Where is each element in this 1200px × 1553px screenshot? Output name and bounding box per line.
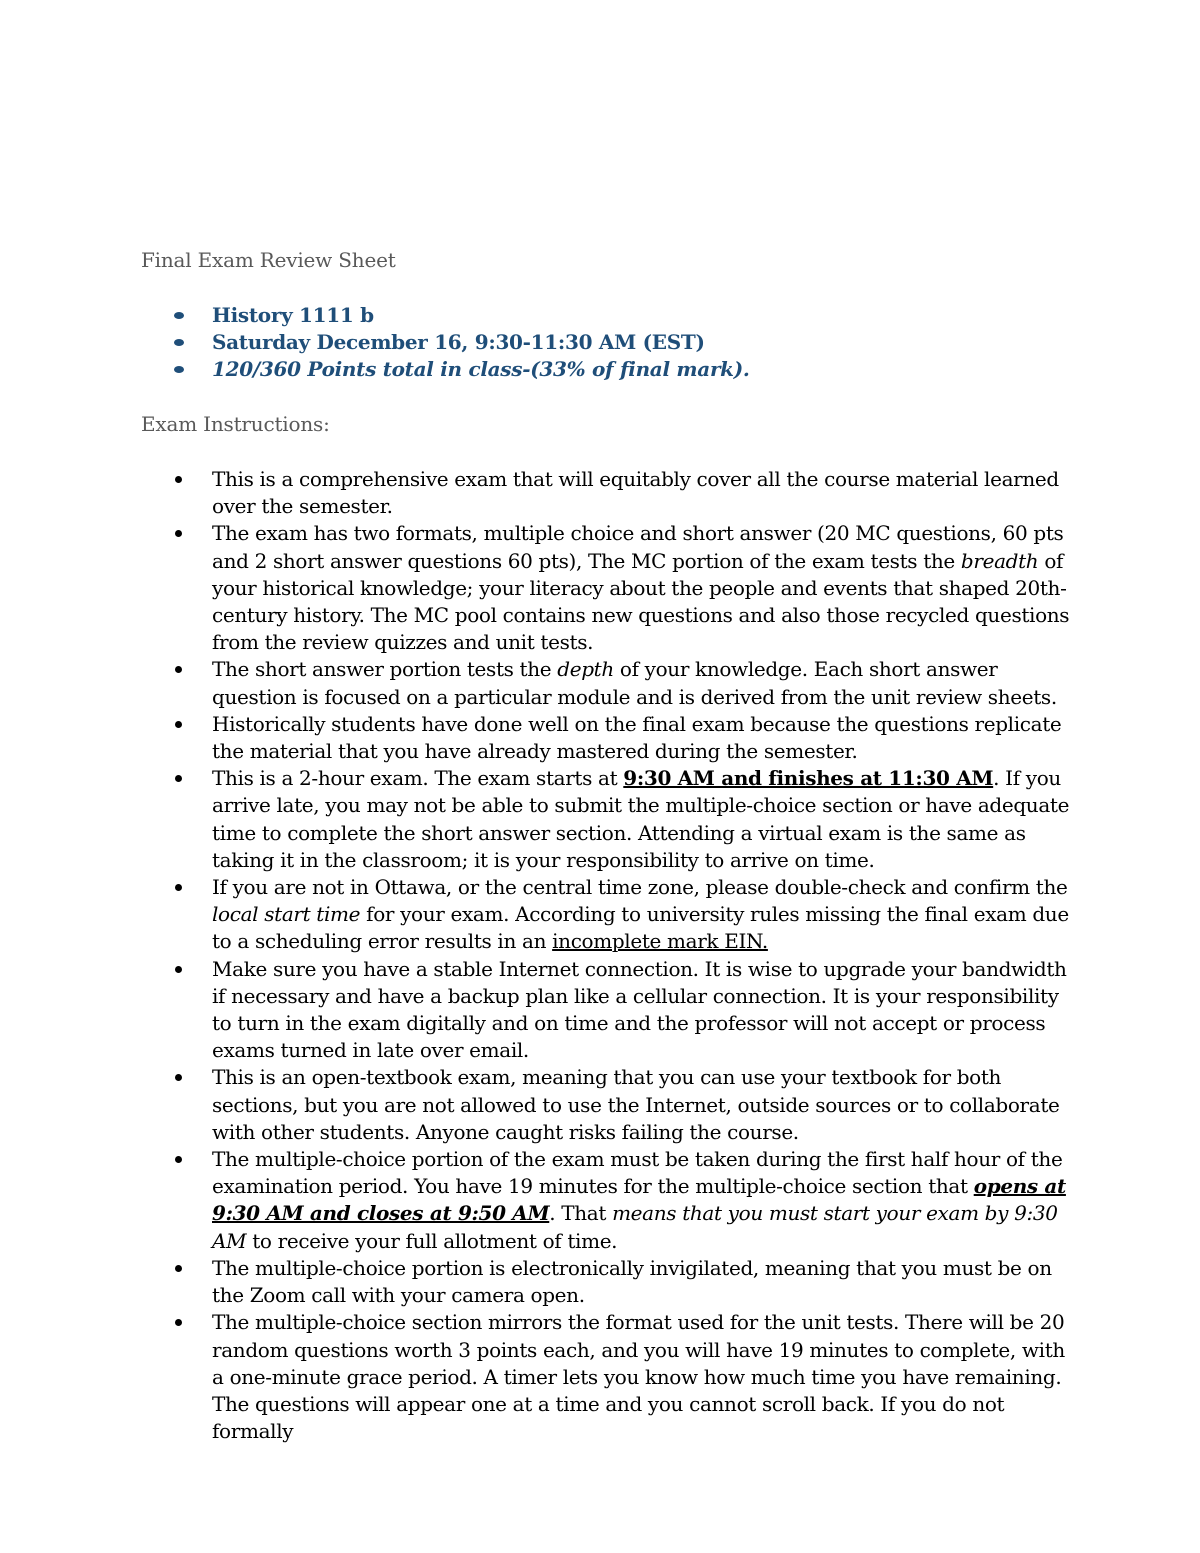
bullet-icon — [175, 775, 182, 782]
instruction-item: The exam has two formats, multiple choice and short answer (20 MC questions, 60 pts and 2 short answer questions 60 pts), The MC portion of the exam tests the breadth of your historical knowledge; your literacy about the people and events that shaped 20th-century history. The MC pool contains new questions and also those recycled questions from the review quizzes and unit tests. — [141, 520, 1071, 656]
bullet-icon — [175, 1156, 182, 1163]
instructions-list — [141, 466, 1071, 1445]
document-title: Final Exam Review Sheet — [141, 248, 396, 272]
meta-course: History 1111 b — [141, 302, 1071, 329]
instruction-item: This is a 2-hour exam. The exam starts at 9:30 AM and finishes at 11:30 AM. If you arrive late, you may not be able to submit the multiple-choice section or have adequate time to complete the short answer section. Attending a virtual exam is the same as taking it in the classroom; it is your responsibility to arrive on time. — [141, 765, 1071, 874]
instruction-item: The multiple-choice portion is electronically invigilated, meaning that you must be on the Zoom call with your camera open. — [141, 1255, 1071, 1309]
bullet-icon — [175, 1265, 182, 1272]
bullet-icon — [174, 339, 184, 346]
document-page — [141, 247, 1071, 1445]
bullet-icon — [175, 1319, 182, 1326]
instruction-item: This is a comprehensive exam that will equitably cover all the course material learned over the semester. — [141, 466, 1071, 520]
instruction-item: If you are not in Ottawa, or the central time zone, please double-check and confirm the local start time for your exam. According to university rules missing the final exam due to a scheduling error results in an incomplete mark EIN. — [141, 874, 1071, 956]
bullet-icon — [175, 476, 182, 483]
bullet-icon — [174, 366, 184, 373]
bullet-icon — [175, 666, 182, 673]
bullet-icon — [175, 884, 182, 891]
instruction-item: This is an open-textbook exam, meaning that you can use your textbook for both sections, but you are not allowed to use the Internet, outside sources or to collaborate with other students. Anyone caught risks failing the course. — [141, 1064, 1071, 1146]
instruction-item: The multiple-choice section mirrors the format used for the unit tests. There will be 20 random questions worth 3 points each, and you will have 19 minutes to complete, with a one-minute grace period. A timer lets you know how much time you have remaining. The questions will appear one at a time and you cannot scroll back. If you do not formally — [141, 1309, 1071, 1445]
course-meta-list — [141, 302, 1071, 383]
bullet-icon — [175, 530, 182, 537]
bullet-icon — [175, 966, 182, 973]
bullet-icon — [175, 1074, 182, 1081]
instruction-item: The short answer portion tests the depth of your knowledge. Each short answer question is focused on a particular module and is derived from the unit review sheets. — [141, 656, 1071, 710]
instructions-heading: Exam Instructions: — [141, 412, 330, 436]
instruction-item: Make sure you have a stable Internet connection. It is wise to upgrade your bandwidth if necessary and have a backup plan like a cellular connection. It is your responsibility to turn in the exam digitally and on time and the professor will not accept or process exams turned in late over email. — [141, 956, 1071, 1065]
meta-date: Saturday December 16, 9:30-11:30 AM (EST) — [141, 329, 1071, 356]
bullet-icon — [175, 721, 182, 728]
instruction-item: Historically students have done well on the final exam because the questions replicate the material that you have already mastered during the semester. — [141, 711, 1071, 765]
instruction-item: The multiple-choice portion of the exam must be taken during the first half hour of the examination period. You have 19 minutes for the multiple-choice section that opens at 9:30 AM and closes at 9:50 AM. That means that you must start your exam by 9:30 AM to receive your full allotment of time. — [141, 1146, 1071, 1255]
bullet-icon — [174, 312, 184, 319]
meta-points: 120/360 Points total in class-(33% of final mark). — [141, 356, 1071, 383]
